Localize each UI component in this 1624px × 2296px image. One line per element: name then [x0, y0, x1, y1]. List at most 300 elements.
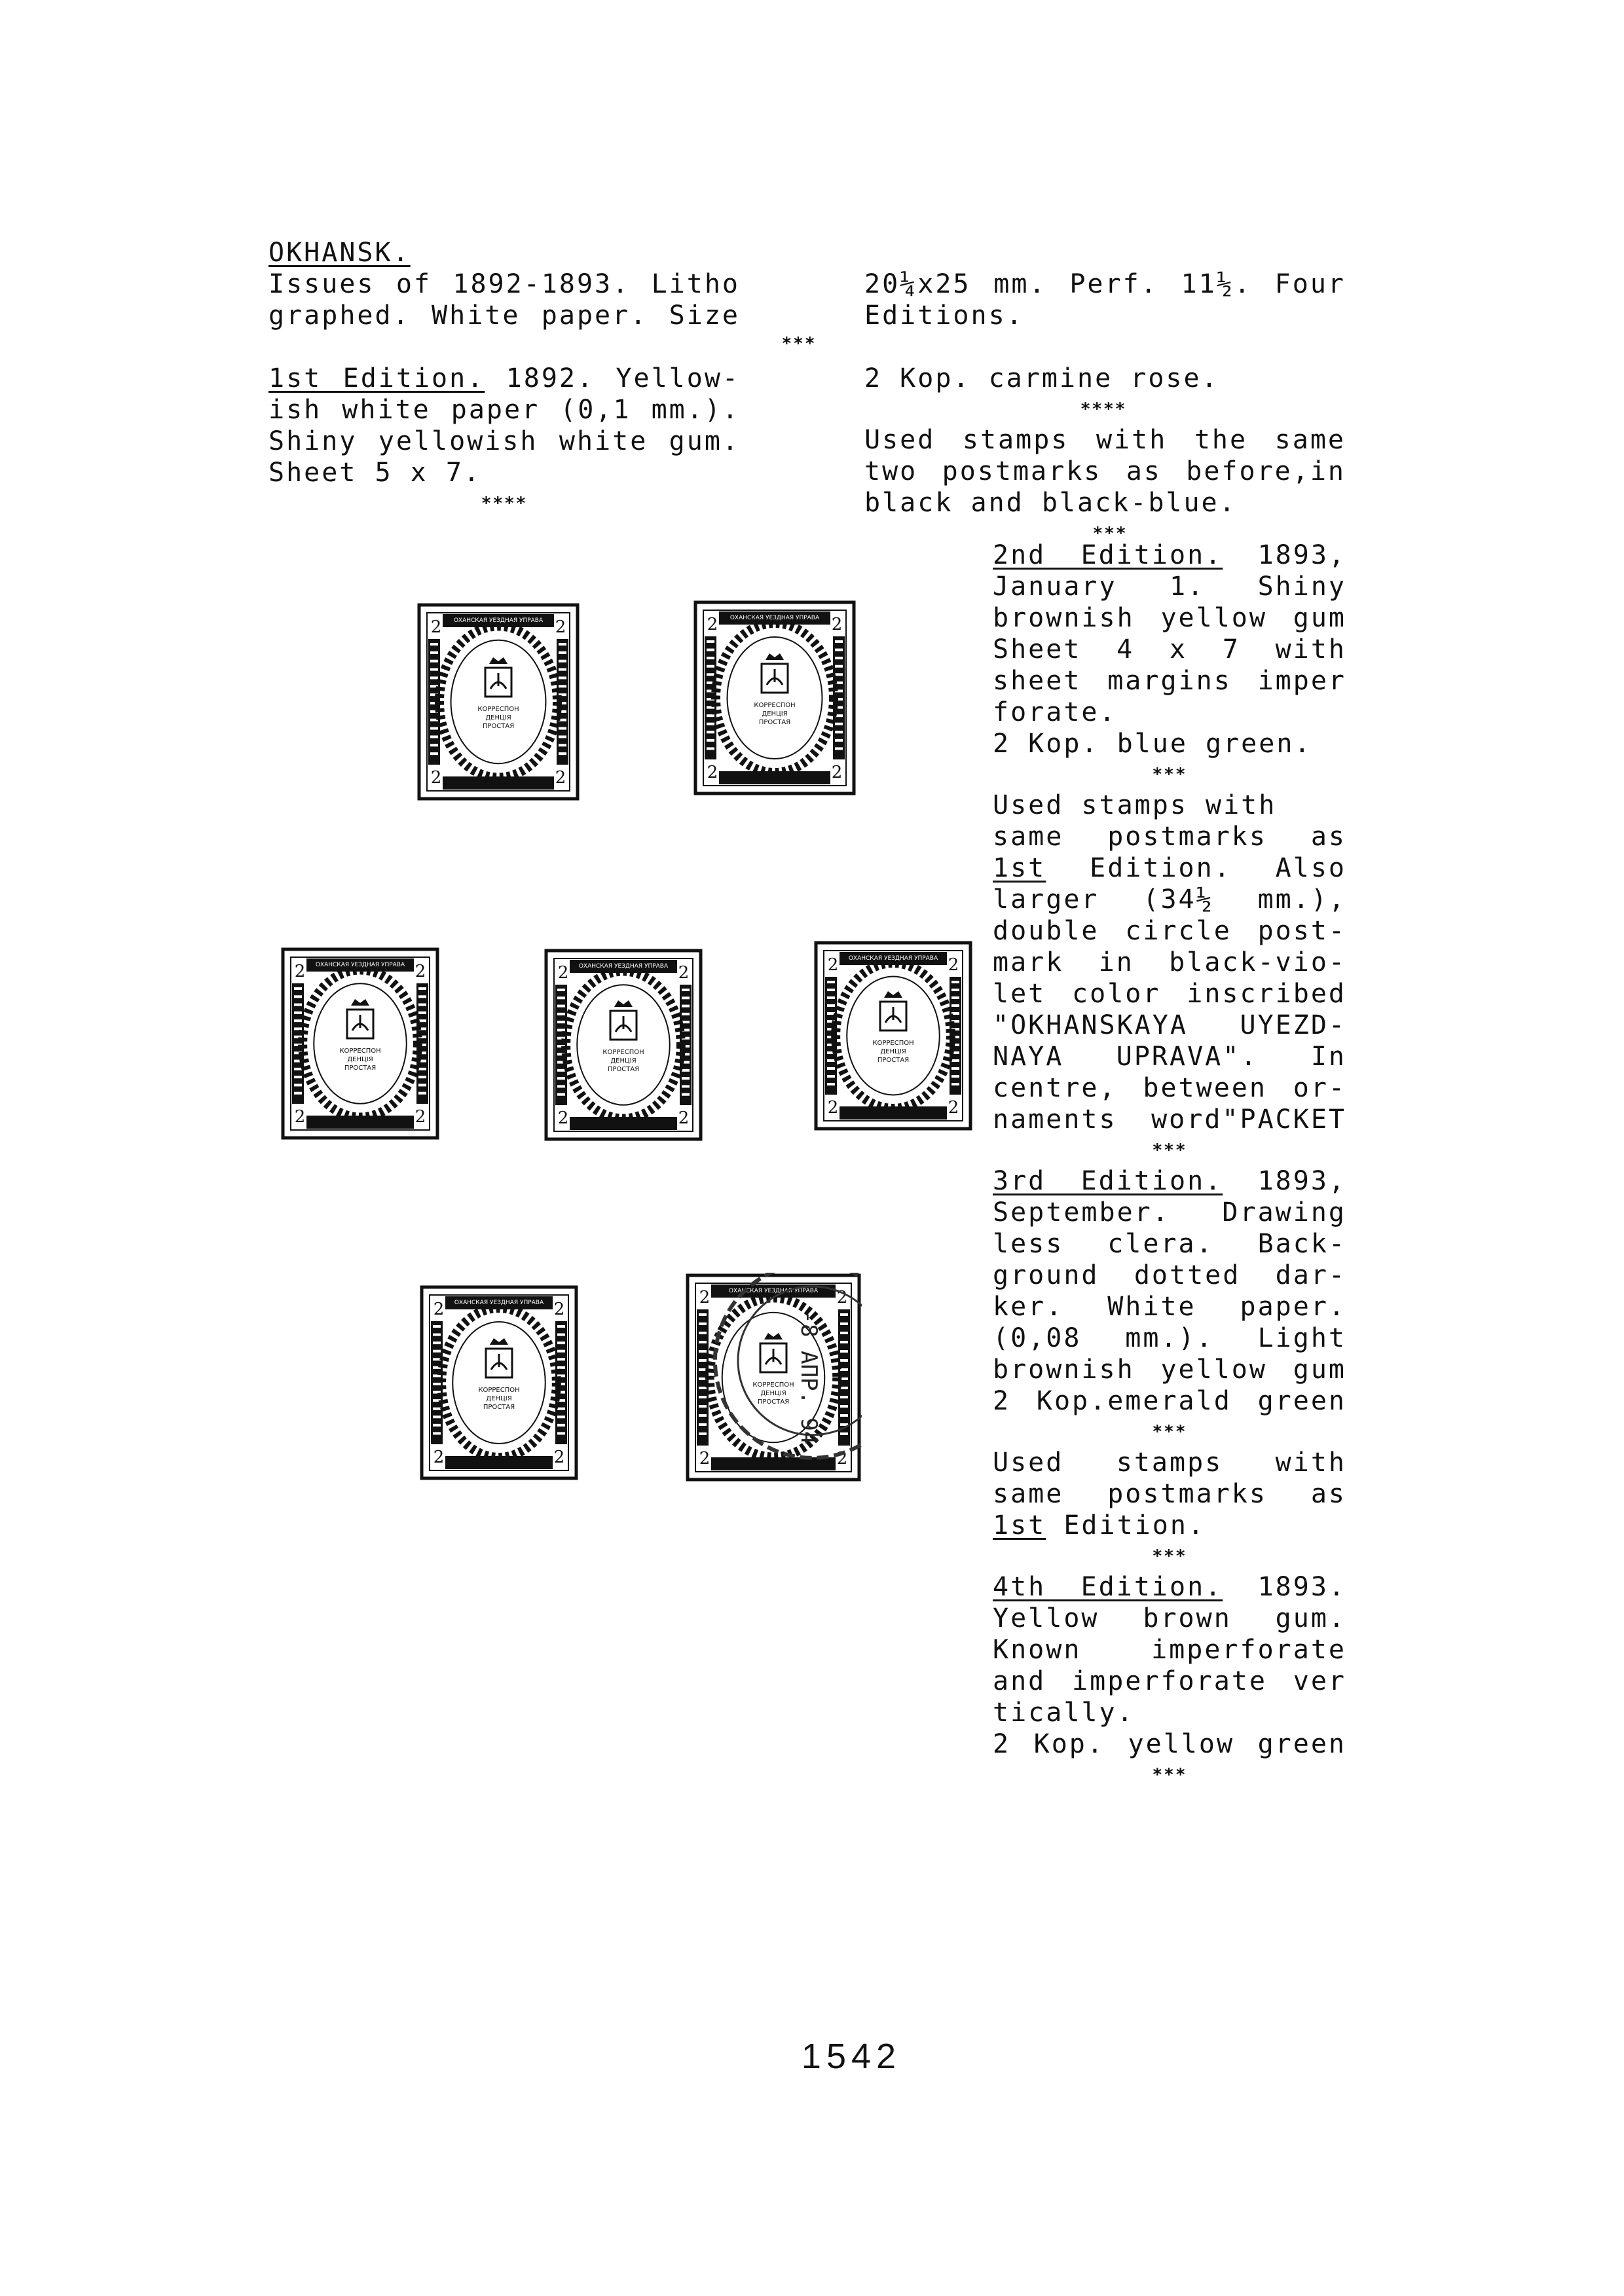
stamp-bar-tick	[835, 723, 843, 725]
stamp-crown	[490, 1338, 508, 1345]
stamp-panel-text: КОРРЕСПОН	[872, 1040, 914, 1047]
stamp-bar-tick	[707, 673, 714, 676]
stamp-crest-bear	[767, 669, 783, 685]
stamp-bar-tick	[559, 685, 566, 687]
stamp-corner-numeral: 2	[827, 955, 839, 975]
stamp-bar-tick	[430, 660, 438, 663]
stamp-bar-tick	[418, 1004, 426, 1006]
stamp-bar-tick	[682, 1069, 690, 1072]
ed2-more-5: "OKHANSKAYA UYEZD-	[993, 1010, 1346, 1040]
stamp-bar-tick	[557, 1069, 565, 1072]
stamp-bar-tick	[433, 1350, 441, 1353]
ed3-line-3: ground dotted dar-	[993, 1260, 1346, 1290]
stamp-panel-text: ПРОСТАЯ	[483, 1404, 515, 1411]
stamp-bar-tick	[699, 1423, 707, 1426]
stamp-bar-tick	[557, 1085, 565, 1087]
stamp-bar-tick	[951, 981, 959, 983]
stamp-corner-numeral: 2	[433, 1448, 445, 1467]
stamp-bottom-bar	[719, 771, 830, 784]
stamp-crown	[764, 1333, 783, 1339]
stamp-bar-tick	[827, 1083, 835, 1085]
stamp-corner-numeral: 2	[678, 963, 690, 983]
stamp-crown	[766, 653, 784, 660]
stamp-bar-tick	[430, 744, 438, 746]
stamp-bar-tick	[951, 1067, 959, 1070]
postmark-date: -8 АПР. 94	[796, 1310, 822, 1445]
stamp-bar-tick	[835, 673, 843, 676]
stamp-crown	[489, 657, 507, 664]
stamp-bar-tick	[835, 731, 843, 733]
stamp-bar-tick	[557, 1374, 565, 1377]
ed4-label: 4th Edition.	[993, 1572, 1223, 1602]
stamp-bar-tick	[951, 989, 959, 991]
stamp-bar-tick	[699, 1332, 707, 1334]
stamp-bar-tick	[294, 1011, 302, 1014]
stamp-inner-oval	[728, 637, 822, 759]
ed1-line-1	[268, 363, 740, 394]
stamp-bar-tick	[840, 1332, 848, 1334]
stamp-image	[693, 600, 857, 796]
stamp-image	[544, 948, 703, 1142]
ed2-more-6: NAYA UPRAVA". In	[993, 1042, 1346, 1072]
stamp-frame-text: ОХАНСКАЯ УЕЗДНАЯ УПРАВА	[729, 615, 820, 621]
stamp-frame-text: ОХАНСКАЯ УЕЗДНАЯ УПРАВА	[848, 955, 938, 962]
stamp-bar-tick	[707, 640, 714, 643]
stamp-panel-text: КОРРЕСПОН	[339, 1048, 381, 1055]
stamp-bar-tick	[418, 1011, 426, 1014]
ed3-line-6: brownish yellow gum	[993, 1355, 1346, 1385]
ed2-more-7: centre, between or-	[993, 1073, 1346, 1103]
stamp-bar-tick	[840, 1396, 848, 1398]
stamp-frame-text: ОХАНСКАЯ УЕЗДНАЯ УПРАВА	[454, 1300, 544, 1306]
stamp-bar-tick	[557, 989, 565, 991]
stamp-bar-tick	[707, 739, 714, 742]
stamp-bar-tick	[951, 996, 959, 999]
stamp-bar-tick	[682, 1005, 690, 1008]
ed3-title-line	[993, 1165, 1346, 1197]
stamp-crest-bear	[490, 673, 506, 689]
stamp-bar-tick	[294, 995, 302, 998]
used1-line-2: two postmarks as before,in	[864, 456, 1346, 486]
ed4-stars: ***	[1152, 1765, 1187, 1785]
stamp-bar-tick	[557, 1350, 565, 1353]
stamp-bar-tick	[699, 1359, 707, 1362]
editions-line: Editions.	[864, 301, 1024, 331]
ed3-ref-rest: Edition.	[1046, 1510, 1206, 1540]
ed1-label: 1st Edition.	[268, 363, 485, 393]
stamp-bar-tick	[433, 1341, 441, 1344]
stamp-corner-numeral: 2	[699, 1288, 710, 1307]
stamp-inner-oval	[452, 1322, 545, 1444]
stamp-bar-tick	[835, 657, 843, 659]
stamp-outer-oval	[836, 963, 951, 1108]
stamp-panel-text: ДЕНЦІЯ	[347, 1056, 373, 1063]
ed3-ref-line	[993, 1510, 1346, 1541]
stamp-bar-tick	[557, 1366, 565, 1369]
stamp-bar-tick	[840, 1387, 848, 1389]
stamp-bar-tick	[840, 1405, 848, 1408]
stamp-bar-tick	[559, 643, 566, 646]
stamp-panel-text: КОРРЕСПОН	[752, 1381, 794, 1389]
ed3-line-5: (0,08 mm.). Light	[993, 1323, 1346, 1353]
stamp-bottom-bar	[711, 1457, 836, 1470]
stamp-bar-tick	[707, 747, 714, 750]
stamp-corner-numeral: 2	[948, 955, 959, 975]
stamp-bar-tick	[418, 987, 426, 990]
stamp-image	[813, 940, 973, 1131]
ed4-line-2: Known imperforate	[993, 1635, 1346, 1665]
stamp-corner-numeral: 2	[415, 1107, 426, 1127]
stamp-bar-tick	[430, 727, 438, 730]
stamp-corner-numeral: 2	[433, 1300, 445, 1319]
stamp-bar-tick	[827, 1067, 835, 1070]
stamp-bar-tick	[433, 1432, 441, 1434]
stamp-panel-text: ПРОСТАЯ	[482, 723, 515, 730]
left-column	[268, 237, 740, 519]
stamp-bar-tick	[433, 1424, 441, 1427]
stamp-image	[280, 947, 440, 1140]
ed4-line-1: Yellow brown gum.	[993, 1603, 1346, 1633]
stamp-bar-tick	[418, 1084, 426, 1086]
cancelled-stamp-image	[685, 1273, 862, 1482]
stamp-corner-numeral: 2	[294, 962, 306, 981]
ed1-line-4: Sheet 5 x 7.	[268, 458, 481, 488]
stamp-panel-text: ПРОСТАЯ	[758, 719, 791, 726]
stamp-corner-numeral: 2	[707, 615, 718, 634]
stamp-bar-tick	[840, 1350, 848, 1353]
ed2-title-line	[993, 539, 1346, 571]
stamp-bar-tick	[418, 995, 426, 998]
stamp-corner-numeral: 2	[430, 617, 442, 637]
stamp-bar-tick	[557, 1415, 565, 1418]
stamp-bar-tick	[557, 1021, 565, 1023]
stamp-corner-numeral: 2	[557, 963, 569, 983]
stamp-corner-numeral: 2	[836, 1288, 848, 1307]
stamp-bar-tick	[707, 723, 714, 725]
stamp-inner-oval	[451, 640, 546, 763]
stamp-bar-tick	[682, 1013, 690, 1015]
stamp-bar-tick	[418, 1068, 426, 1070]
stamp-panel-text: КОРРЕСПОН	[754, 702, 796, 709]
stamp-panel-text: ПРОСТАЯ	[877, 1057, 910, 1064]
stamp-bar-tick	[559, 668, 566, 671]
stamp-bar-tick	[557, 996, 565, 999]
stamp-outer-oval	[566, 972, 681, 1119]
ed4-line-4: tically.	[993, 1698, 1135, 1728]
stamp-bar-tick	[294, 1027, 302, 1030]
ed3-line-4: ker. White paper.	[993, 1292, 1346, 1322]
stamp-bar-tick	[557, 1408, 565, 1410]
stamp-panel-text: КОРРЕСПОН	[602, 1049, 644, 1056]
stamp-inner-oval	[314, 983, 407, 1104]
stamp-bar-tick	[557, 1358, 565, 1360]
stamp-bar-tick	[840, 1322, 848, 1325]
stamp-bar-tick	[951, 1004, 959, 1007]
stamp-bar-tick	[430, 735, 438, 738]
ed2-stars: ***	[1152, 765, 1187, 784]
stamp-bar-tick	[707, 714, 714, 717]
stamp-bar-tick	[557, 1424, 565, 1427]
stamp-bar-tick	[433, 1415, 441, 1418]
ed1-line1-rest: 1892. Yellow-	[485, 363, 741, 393]
stamp-bar-tick	[557, 1077, 565, 1080]
stamp-outer-oval	[303, 970, 418, 1118]
stamp-corner-numeral: 2	[294, 1107, 306, 1127]
ed3-year: 1893,	[1257, 1166, 1346, 1196]
stamp-bar-tick	[557, 1013, 565, 1015]
stamp-crest-bear	[766, 1349, 781, 1364]
stamp-bar-tick	[827, 996, 835, 999]
stamp-corner-numeral: 2	[415, 962, 426, 981]
ed2-more-1: larger (34½ mm.),	[993, 884, 1346, 915]
stamp-bar-tick	[433, 1408, 441, 1410]
ed1-stars: ****	[481, 494, 528, 513]
stamp-bar-tick	[559, 651, 566, 654]
stamp-bar-tick	[682, 996, 690, 999]
stamp-bar-tick	[840, 1313, 848, 1316]
stamp-bar-tick	[294, 1092, 302, 1095]
stamp-bar-tick	[827, 981, 835, 983]
ed2-stars-end: ***	[1152, 1140, 1187, 1160]
stamp-panel-text: ДЕНЦІЯ	[760, 1390, 786, 1397]
intro-line-1: Issues of 1892-1893. Litho	[268, 269, 740, 299]
ed3-stars-end: ***	[1152, 1546, 1187, 1566]
stamp-bar-tick	[433, 1374, 441, 1377]
stamp-corner-numeral: 2	[699, 1449, 710, 1468]
stamp-image	[419, 1285, 579, 1481]
used1-line-1: Used stamps with the same	[864, 425, 1346, 455]
stamp-bar-tick	[835, 649, 843, 651]
stamp-panel-text: ПРОСТАЯ	[757, 1398, 790, 1406]
stamp-crown	[884, 991, 902, 998]
stamp-panel-text: КОРРЕСПОН	[478, 1387, 520, 1394]
stamp-bar-tick	[707, 731, 714, 733]
stamp-bar-tick	[418, 1076, 426, 1078]
value-carmine-rose: 2 Kop. carmine rose.	[864, 363, 1219, 393]
ed3-line-7: 2 Kop.emerald green	[993, 1386, 1346, 1416]
stamp-bar-tick	[699, 1387, 707, 1389]
stamp-bar-tick	[699, 1313, 707, 1316]
ed2-line-3: Sheet 4 x 7 with	[993, 634, 1346, 665]
ed2-more-8: naments word"PACKET	[993, 1104, 1346, 1135]
stamp-crown	[614, 1000, 633, 1007]
stamp-bar-tick	[682, 1085, 690, 1087]
right-column	[864, 268, 1346, 549]
ed3-used-line-2: same postmarks as	[993, 1479, 1346, 1509]
stamp-bar-tick	[707, 657, 714, 659]
heading-okhansk: OKHANSK.	[268, 238, 411, 268]
stamp-crown	[351, 999, 369, 1006]
ed3-used-line-1: Used stamps with	[993, 1448, 1346, 1478]
stamp-bar-tick	[294, 1004, 302, 1006]
stamp-bar-tick	[418, 1092, 426, 1095]
stamp-panel-text: ДЕНЦІЯ	[610, 1057, 637, 1065]
stamp-bar-tick	[682, 1077, 690, 1080]
stamp-bar-tick	[951, 1083, 959, 1085]
stamp-frame-text: ОХАНСКАЯ УЕЗДНАЯ УПРАВА	[578, 963, 669, 970]
stamp-bar-tick	[840, 1359, 848, 1362]
ed2-line-2: brownish yellow gum	[993, 603, 1346, 633]
stamp-bar-tick	[557, 1325, 565, 1328]
stamp-bar-tick	[951, 1075, 959, 1078]
ed3-line-1: September. Drawing	[993, 1197, 1346, 1228]
stamp-corner-numeral: 2	[553, 1448, 565, 1467]
stamp-corner-numeral: 2	[948, 1098, 959, 1118]
stamp-bar-tick	[559, 752, 566, 755]
stamp-outer-oval	[716, 623, 834, 773]
stamp-corner-numeral: 2	[430, 768, 442, 788]
stamp-corner-numeral: 2	[831, 763, 843, 782]
stamp-bar-tick	[699, 1414, 707, 1417]
ed4-line-5: 2 Kop. yellow green	[993, 1729, 1346, 1759]
size-line: 20¼x25 mm. Perf. 11½. Four	[864, 269, 1346, 299]
ed2-label: 2nd Edition.	[993, 540, 1223, 570]
stamp-bar-tick	[699, 1322, 707, 1325]
stamp-bar-tick	[559, 660, 566, 663]
stamp-bar-tick	[699, 1432, 707, 1435]
stars-after-used: ***	[1092, 524, 1128, 543]
ed2-more-3: mark in black-vio-	[993, 947, 1346, 977]
stamp-bar-tick	[682, 989, 690, 991]
stamp-bar-tick	[835, 747, 843, 750]
stamp-bar-tick	[707, 649, 714, 651]
stamp-bar-tick	[557, 1005, 565, 1008]
stamp-panel-text: ДЕНЦІЯ	[486, 1395, 512, 1402]
stamp-bar-tick	[557, 1432, 565, 1434]
stamp-bar-tick	[430, 651, 438, 654]
ed2-line-5: forate.	[993, 697, 1117, 727]
ed1-line-3: Shiny yellowish white gum.	[268, 426, 740, 456]
stamp-bar-tick	[430, 752, 438, 755]
stamp-bar-tick	[951, 1059, 959, 1062]
stamp-panel-text: ПРОСТАЯ	[607, 1066, 640, 1073]
stamp-bar-tick	[433, 1334, 441, 1336]
ed2-line-1: January 1. Shiny	[993, 572, 1346, 602]
stamp-bar-tick	[557, 1093, 565, 1096]
stamp-bar-tick	[835, 739, 843, 742]
ed1-line-2: ish white paper (0,1 mm.).	[268, 395, 740, 425]
ed3-stars: ***	[1152, 1422, 1187, 1442]
stamp-bar-tick	[699, 1396, 707, 1398]
stamp-inner-frame	[695, 1283, 851, 1472]
narrow-column	[993, 539, 1346, 1790]
stamp-outer-oval	[439, 626, 557, 777]
stamp-bar-tick	[430, 668, 438, 671]
ed2-line-4: sheet margins imper	[993, 666, 1346, 696]
stamp-crest-bear	[616, 1016, 631, 1032]
stamp-corner-numeral: 2	[831, 615, 843, 634]
stamp-crest-bear	[491, 1354, 507, 1370]
stamp-corner-numeral: 2	[707, 763, 718, 782]
stamp-panel-text: ДЕНЦІЯ	[485, 714, 511, 721]
stamp-bar-tick	[827, 989, 835, 991]
stamp-bar-tick	[840, 1341, 848, 1343]
stamp-panel-text: ДЕНЦІЯ	[880, 1048, 906, 1055]
stamp-panel-text: КОРРЕСПОН	[477, 706, 519, 713]
ed4-line-3: and imperforate ver	[993, 1666, 1346, 1696]
stamp-bar-tick	[835, 665, 843, 668]
ed3-line-2: less clera. Back-	[993, 1229, 1346, 1259]
stamp-bar-tick	[559, 727, 566, 730]
stamp-bar-tick	[835, 640, 843, 643]
stamp-corner-numeral: 2	[827, 1098, 839, 1118]
stamp-frame-text: ОХАНСКАЯ УЕЗДНАЯ УПРАВА	[728, 1288, 819, 1294]
stamp-bar-tick	[294, 1076, 302, 1078]
stamp-panel-text: ПРОСТАЯ	[344, 1065, 377, 1072]
ed2-used-line-2: same postmarks as	[993, 822, 1346, 852]
ed2-year: 1893,	[1257, 540, 1346, 570]
stamp-bar-tick	[699, 1405, 707, 1408]
stamp-bar-tick	[699, 1350, 707, 1353]
stamp-bar-tick	[840, 1368, 848, 1371]
stamp-crest-bear	[352, 1015, 368, 1030]
used1-line-3: black and black-blue.	[864, 488, 1237, 518]
stamp-bar-tick	[840, 1432, 848, 1435]
page-number: 1542	[801, 2037, 902, 2076]
stamp-bar-tick	[430, 676, 438, 679]
stamp-bar-tick	[827, 1004, 835, 1007]
mid-stars: ***	[781, 334, 817, 354]
ed2-more-2: double circle post-	[993, 916, 1346, 946]
stamp-bar-tick	[294, 1068, 302, 1070]
stamp-bar-tick	[559, 676, 566, 679]
stamp-bar-tick	[433, 1358, 441, 1360]
stamp-bar-tick	[433, 1325, 441, 1328]
stamp-inner-oval	[847, 976, 940, 1095]
stamp-bar-tick	[682, 1093, 690, 1096]
stamp-bar-tick	[827, 1059, 835, 1062]
stamp-bar-tick	[433, 1383, 441, 1385]
stamp-bottom-bar	[443, 776, 554, 790]
stamp-frame-text: ОХАНСКАЯ УЕЗДНАЯ УПРАВА	[315, 962, 405, 968]
stamp-bar-tick	[294, 1084, 302, 1086]
stamp-inner-oval	[577, 985, 670, 1105]
stamp-corner-numeral: 2	[553, 1300, 565, 1319]
stamp-corner-numeral: 2	[836, 1449, 848, 1468]
stamp-crest-bear	[885, 1007, 901, 1023]
stamp-bar-tick	[827, 1075, 835, 1078]
stamp-outer-oval	[441, 1308, 557, 1457]
stamp-bar-tick	[557, 1341, 565, 1344]
ed4-year: 1893.	[1257, 1572, 1346, 1602]
stamp-corner-numeral: 2	[555, 768, 566, 788]
ed2-ref-rest: Edition. Also	[1046, 853, 1346, 883]
stamp-corner-numeral: 2	[557, 1108, 569, 1128]
stamp-corner-numeral: 2	[555, 617, 566, 637]
ed2-ref-line	[993, 852, 1346, 884]
stamp-frame-text: ОХАНСКАЯ УЕЗДНАЯ УПРАВА	[453, 617, 544, 624]
ed2-value: 2 Kop. blue green.	[993, 729, 1312, 759]
stamp-bar-tick	[294, 1019, 302, 1022]
ed2-used-line-1: Used stamps with	[993, 790, 1277, 820]
ed2-ref-underlined: 1st	[993, 853, 1046, 883]
stamp-bar-tick	[699, 1341, 707, 1343]
stamp-bar-tick	[557, 1334, 565, 1336]
stamp-bar-tick	[840, 1414, 848, 1417]
stars-after-value: ****	[1080, 399, 1127, 419]
stamp-image	[416, 602, 580, 801]
ed3-ref-underlined: 1st	[993, 1510, 1046, 1540]
stamp-bar-tick	[559, 735, 566, 738]
stamp-corner-numeral: 2	[678, 1108, 690, 1128]
ed3-label: 3rd Edition.	[993, 1166, 1223, 1196]
stamp-panel-text: ДЕНЦІЯ	[762, 710, 788, 718]
stamp-bar-tick	[557, 1029, 565, 1031]
stamp-bar-tick	[430, 643, 438, 646]
ed2-more-4: let color inscribed	[993, 979, 1346, 1009]
stamp-bar-tick	[294, 987, 302, 990]
ed4-title-line	[993, 1571, 1346, 1603]
